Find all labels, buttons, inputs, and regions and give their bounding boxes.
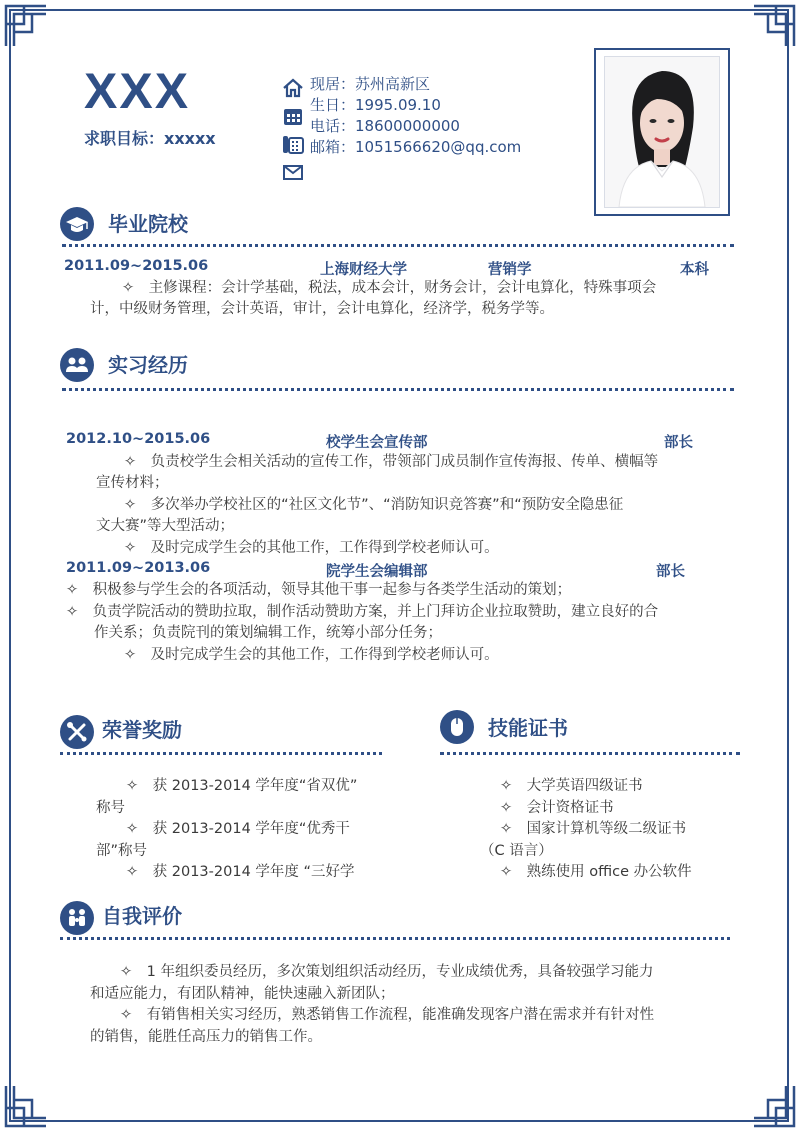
section-title-internship: 实习经历 [108,353,188,377]
education-courses-line: ✧ 主修课程：会计学基础，税法，成本会计，财务会计，会计电算化，特殊事项会 [122,280,657,296]
calendar-icon [282,106,304,126]
job-role: 部长 [664,435,693,451]
education-degree: 本科 [680,262,709,278]
job-description-line: ✧ 及时完成学生会的其他工作，工作得到学校老师认可。 [124,647,499,663]
honor-line: 部”称号 [96,843,148,859]
self-evaluation-line: ✧ 1 年组织委员经历，多次策划组织活动经历，专业成绩优秀，具备较强学习能力 [120,964,654,980]
self-evaluation-line: 的销售，能胜任高压力的销售工作。 [90,1029,322,1045]
honor-line: ✧ 获 2013-2014 学年度“省双优” [126,778,358,794]
mail-icon [282,162,304,182]
section-title-skills: 技能证书 [488,716,568,740]
section-divider [60,937,730,940]
skill-line: （C 语言） [480,843,553,859]
education-major: 营销学 [488,262,532,278]
honor-line: ✧ 获 2013-2014 学年度“优秀干 [126,821,350,837]
photo-frame [594,48,730,216]
section-divider [62,388,734,391]
section-title-self-evaluation: 自我评价 [102,904,182,928]
job-description-line: ✧ 多次举办学校社区的“社区文化节”、“消防知识竞答赛”和“预防安全隐患征 [124,497,624,513]
job-description-line: ✧ 积极参与学生会的各项活动，领导其他干事一起参与各类学生活动的策划； [66,582,572,598]
job-period: 2011.09~2013.06 [66,560,211,576]
education-school: 上海财经大学 [320,262,407,278]
skill-line: ✧ 大学英语四级证书 [500,778,643,794]
self-evaluation-line: ✧ 有销售相关实习经历，熟悉销售工作流程，能准确发现客户潜在需求并有针对性 [120,1007,655,1023]
honor-line: 称号 [96,800,125,816]
team-icon [60,348,94,382]
education-period: 2011.09~2015.06 [64,258,209,274]
job-description-line: 宣传材料； [96,475,169,491]
section-title-honors: 荣誉奖励 [102,718,182,742]
corner-ornament-top-right [752,4,796,48]
job-target: 求职目标：xxxxx [84,129,216,148]
skill-line: ✧ 熟练使用 office 办公软件 [500,864,692,880]
graduation-cap-icon [60,207,94,241]
education-courses-line: 计，中级财务管理，会计英语，审计，会计电算化，经济学，税务学等。 [90,301,554,317]
tools-icon [60,715,94,749]
profile-photo [604,56,720,208]
family-icon [60,901,94,935]
candidate-name: XXX [84,63,191,119]
job-period: 2012.10~2015.06 [66,431,211,447]
mouse-icon [440,710,474,744]
job-description-line: 作关系；负责院刊的策划编辑工作，统筹小部分任务； [94,625,442,641]
contact-address: 现居：苏州高新区 [310,75,431,93]
job-description-line: 文大赛”等大型活动； [96,518,235,534]
job-description-line: ✧ 负责校学生会相关活动的宣传工作，带领部门成员制作宣传海报、传单、横幅等 [124,454,659,470]
corner-ornament-top-left [4,4,48,48]
contact-phone: 电话：18600000000 [310,117,460,135]
section-divider [60,752,382,755]
section-title-education: 毕业院校 [108,212,188,236]
corner-ornament-bottom-right [752,1084,796,1128]
job-description-line: ✧ 负责学院活动的赞助拉取，制作活动赞助方案，并上门拜访企业拉取赞助，建立良好的合 [66,604,659,620]
self-evaluation-line: 和适应能力，有团队精神，能快速融入新团队； [90,986,395,1002]
section-divider [440,752,740,755]
skill-line: ✧ 会计资格证书 [500,800,614,816]
job-description-line: ✧ 及时完成学生会的其他工作，工作得到学校老师认可。 [124,540,499,556]
contact-email: 邮箱：1051566620@qq.com [310,138,522,156]
contact-birthday: 生日：1995.09.10 [310,96,441,114]
section-divider [62,244,734,247]
honor-line: ✧ 获 2013-2014 学年度 “三好学 [126,864,355,880]
job-organization: 校学生会宣传部 [326,435,428,451]
job-organization: 院学生会编辑部 [326,564,428,580]
skill-line: ✧ 国家计算机等级二级证书 [500,821,687,837]
job-role: 部长 [656,564,685,580]
corner-ornament-bottom-left [4,1084,48,1128]
phone-icon [282,134,304,154]
home-icon [282,78,304,98]
